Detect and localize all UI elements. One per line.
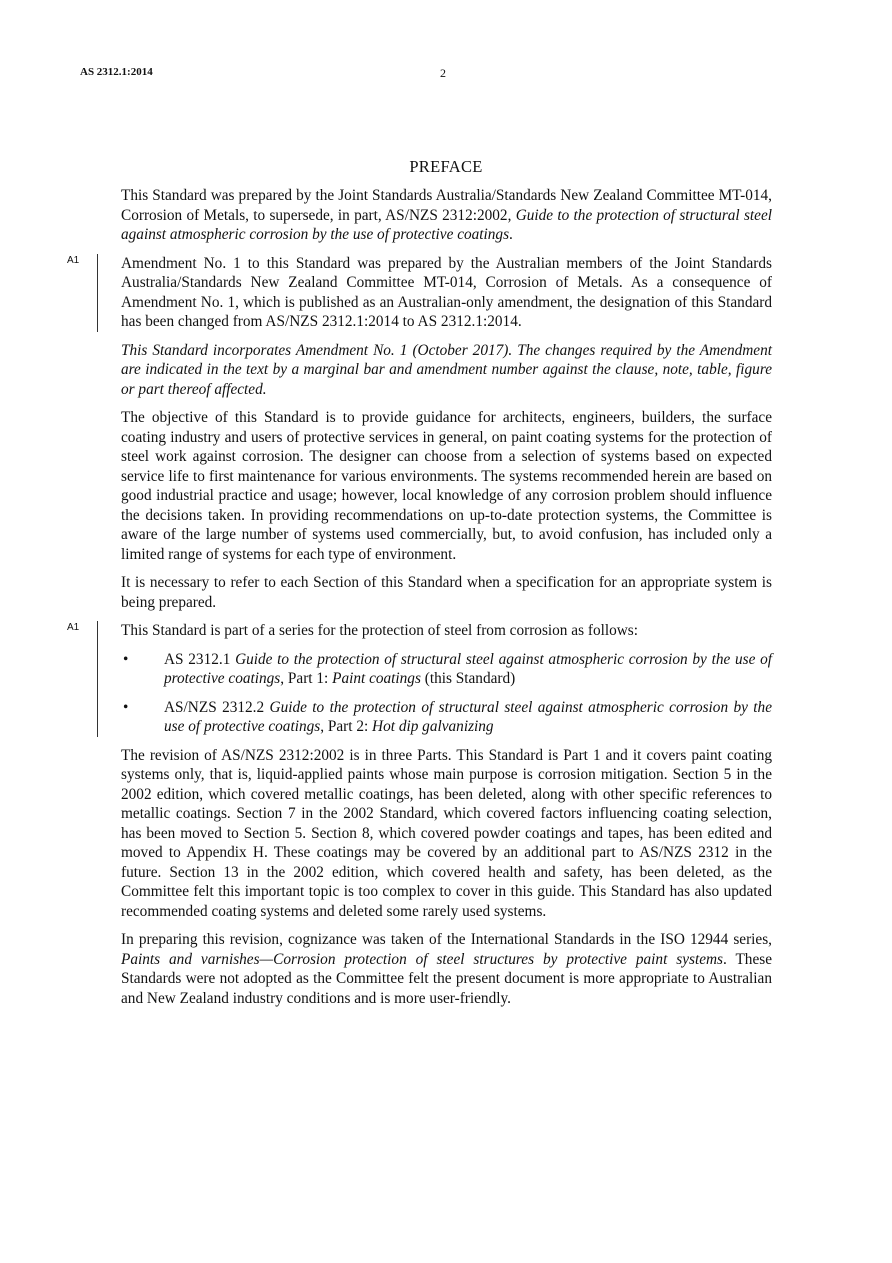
paragraph-incorporation-note: This Standard incorporates Amendment No. 1 (October 2017). The changes required by the Amendment are indicated in the text by a marginal bar and amendment number against the clause, note, table, figure or part thereof affected. — [121, 341, 772, 398]
paragraph-reference: It is necessary to refer to each Section of this Standard when a specification for an appropriate system is being prepared. — [121, 574, 772, 611]
amendment-marginal-bar — [97, 621, 98, 737]
list-item: • AS/NZS 2312.2 Guide to the protection of structural steel against atmospheric corrosion by the use of protective coatings, Part 2: Hot dip galvanizing — [123, 698, 772, 735]
page-title: PREFACE — [409, 157, 483, 176]
paragraph-revision: The revision of AS/NZS 2312:2002 is in three Parts. This Standard is Part 1 and it covers paint coating systems only, that is, liquid-applied paints whose main purpose is corrosion mitigation. Section 5 in the 2002 edition, which covered metallic coatings, has been deleted, along with other specific references to metallic coatings. Section 7 in the 2002 Standard, which covered factors influencing coating selection, has been moved to Section 5. Section 8, which covered powder coatings and tapes, has been edited and moved to Appendix H. These coatings may be covered by an additional part to AS/NZS 2312 in the future. Section 13 in the 2002 edition, which covered health and safety, has been deleted, as the Committee felt this important topic is too complex to cover in this guide. This Standard has also updated recommended coating systems and deleted some rarely used systems. — [121, 746, 772, 920]
standard-code: AS 2312.1:2014 — [80, 66, 153, 78]
paragraph-series: This Standard is part of a series for the protection of steel from corrosion as follows: — [121, 622, 638, 639]
paragraph-amendment: Amendment No. 1 to this Standard was prepared by the Australian members of the Joint Standards Australia/Standards New Zealand Committee MT-014, Corrosion of Metals. As a consequence of Amendment No. 1, which is published as an Australian-only amendment, the designation of this Standard has been changed from AS/NZS 2312.1:2014 to AS 2312.1:2014. — [121, 254, 772, 330]
bullet-icon: • — [123, 698, 129, 716]
amendment-tag: A1 — [67, 622, 80, 633]
list-item: • AS 2312.1 Guide to the protection of structural steel against atmospheric corrosion by the use of protective coatings, Part 1: Paint coatings (this Standard) — [123, 650, 772, 687]
page-number: 2 — [440, 66, 446, 80]
paragraph-intro: This Standard was prepared by the Joint Standards Australia/Standards New Zealand Committee MT-014, Corrosion of Metals, to supersede, in part, AS/NZS 2312:2002, Guide to the protection of structural steel against atmospheric corrosion by the use of protective coatings. — [121, 187, 772, 243]
amendment-block-2 — [67, 621, 772, 737]
paragraph-objective: The objective of this Standard is to provide guidance for architects, engineers, builders, the surface coating industry and users of protective services in general, on paint coating systems for the protection of steel work against corrosion. The designer can choose from a selection of systems based on expected service life to first maintenance for various environments. The systems recommended herein are based on good industrial practice and usage; however, local knowledge of any corrosion problem should influence the decisions taken. In providing recommendations on up-to-date protection systems, the Committee is aware of the large number of systems used commercially, but, to avoid confusion, has included only a limited range of systems for each type of environment. — [121, 409, 772, 563]
iso-series-title: Paints and varnishes—Corrosion protection of steel structures by protective paint systems — [121, 950, 723, 968]
amendment-marginal-bar — [97, 254, 98, 332]
amendment-tag: A1 — [67, 254, 80, 266]
preface-body — [67, 186, 772, 1017]
guide-title: Guide to the protection of structural steel against atmospheric corrosion by the use of protective coatings — [121, 206, 772, 243]
amendment-block-1 — [67, 254, 772, 332]
paragraph-iso: In preparing this revision, cognizance was taken of the International Standards in the ISO 12944 series, Paints and varnishes—Corrosion protection of steel structures by protective paint systems. These Standards were not adopted as the Committee felt the present document is more appropriate to Australian and New Zealand industry conditions and is more user-friendly. — [121, 931, 772, 1007]
bullet-icon: • — [123, 650, 129, 668]
